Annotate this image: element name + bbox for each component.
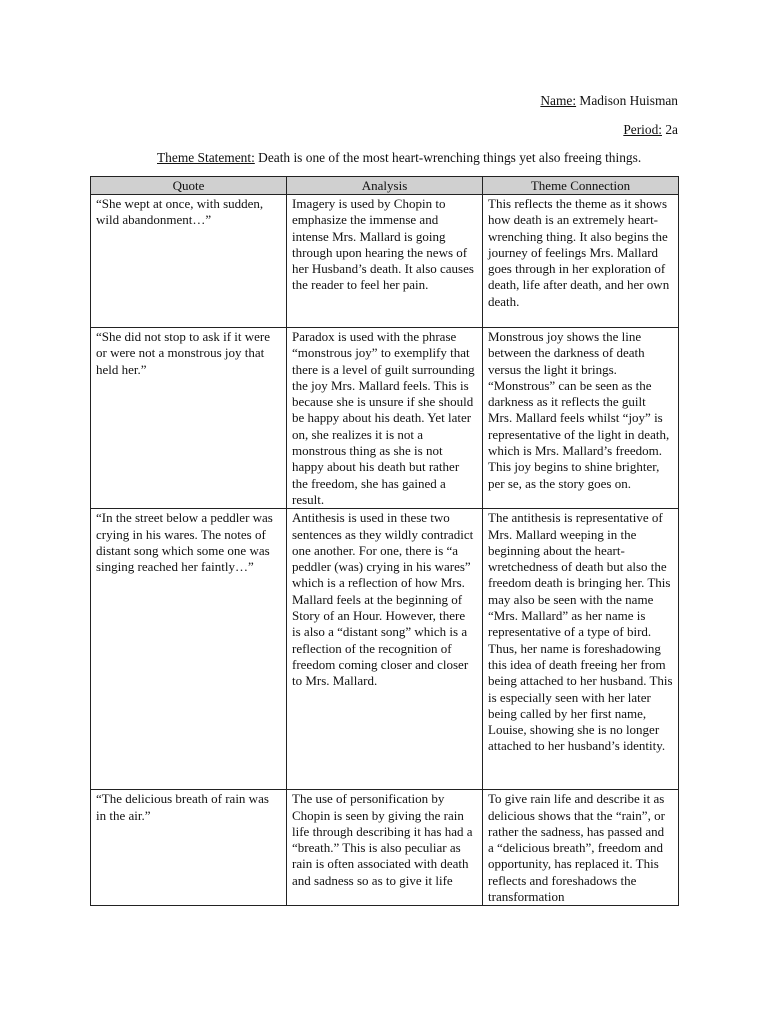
- period-label: Period:: [623, 122, 662, 137]
- table-row: [91, 790, 679, 906]
- analysis-cell: The use of personification by Chopin is seen by giving the rain life through describing it has had a “breath.” This is also peculiar as rain is often associated with death and sadness so as to give it life: [287, 790, 483, 906]
- theme-statement: [157, 150, 641, 166]
- name-value: Madison Huisman: [576, 93, 678, 108]
- theme-connection-column-header: Theme Connection: [483, 177, 679, 195]
- period-line: [623, 122, 678, 138]
- theme-value: Death is one of the most heart-wrenching things yet also freeing things.: [254, 150, 642, 165]
- theme-connection-cell: To give rain life and describe it as delicious shows that the “rain”, or rather the sadness, has passed and a “delicious breath”, freedom and opportunity, has replaced it. This reflects and foreshadows the transformation: [483, 790, 679, 906]
- period-value: 2a: [662, 122, 678, 137]
- table-row: [91, 328, 679, 509]
- quote-column-header: Quote: [91, 177, 287, 195]
- analysis-column-header: Analysis: [287, 177, 483, 195]
- name-label: Name:: [540, 93, 577, 108]
- table-header-row: [91, 177, 679, 195]
- table-row: [91, 509, 679, 790]
- analysis-cell: Imagery is used by Chopin to emphasize the immense and intense Mrs. Mallard is going through upon hearing the news of her Husband’s death. It also causes the reader to feel her pain.: [287, 195, 483, 328]
- analysis-cell: Paradox is used with the phrase “monstrous joy” to exemplify that there is a level of guilt surrounding the joy Mrs. Mallard feels. This is because she is unsure if she should be happy about his death. Yet later on, she realizes it is not a monstrous thing as she is not happy about his death but rather the freedom, she has gained a result.: [287, 328, 483, 509]
- theme-connection-cell: This reflects the theme as it shows how death is an extremely heart-wrenching thing. It also begins the journey of feelings Mrs. Mallard goes through in her exploration of death, life after death, and her own death.: [483, 195, 679, 328]
- theme-connection-cell: The antithesis is representative of Mrs. Mallard weeping in the beginning about the heart-wretchedness of death but also the freedom death is bringing her. This may also be seen with the name “Mrs. Mallard” as her name is representative of a type of bird. Thus, her name is foreshadowing this idea of death freeing her from being attached to her husband. This is especially seen with her later being called by her first name, Louise, showing she is no longer attached to her husband’s identity.: [483, 509, 679, 790]
- analysis-cell: Antithesis is used in these two sentences as they wildly contradict one another. For one, there is “a peddler (was) crying in his wares” which is a reflection of how Mrs. Mallard feels at the beginning of Story of an Hour. However, there is also a “distant song” which is a reflection of the recognition of freedom coming closer and closer to Mrs. Mallard.: [287, 509, 483, 790]
- theme-label: Theme Statement:: [157, 150, 255, 165]
- quote-cell: “The delicious breath of rain was in the air.”: [91, 790, 287, 906]
- analysis-table: [90, 176, 679, 906]
- quote-cell: “She did not stop to ask if it were or were not a monstrous joy that held her.”: [91, 328, 287, 509]
- quote-cell: “She wept at once, with sudden, wild abandonment…”: [91, 195, 287, 328]
- quote-cell: “In the street below a peddler was crying in his wares. The notes of distant song which some one was singing reached her faintly…”: [91, 509, 287, 790]
- theme-connection-cell: Monstrous joy shows the line between the darkness of death versus the light it brings. “Monstrous” can be seen as the darkness as it reflects the guilt Mrs. Mallard feels whilst “joy” is representative of the light in death, which is Mrs. Mallard’s freedom. This joy begins to shine brighter, per se, as the story goes on.: [483, 328, 679, 509]
- student-name-line: [540, 93, 678, 109]
- table-row: [91, 195, 679, 328]
